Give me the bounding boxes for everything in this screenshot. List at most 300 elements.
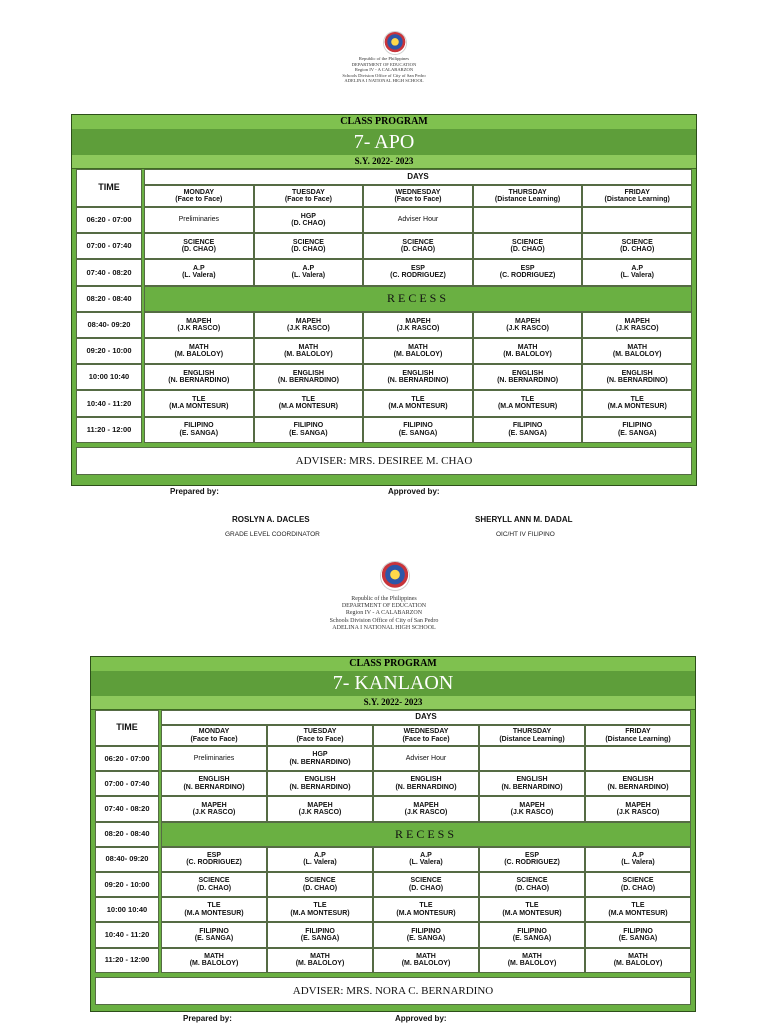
schedule-cell [254,259,364,285]
day-name: MONDAY [183,188,215,196]
teacher: (M. BALOLOY) [393,351,443,359]
schedule-cell [161,922,267,947]
days-header-label: DAYS [415,712,437,722]
subject: FILIPINO [403,422,433,430]
time-slot-label: 11:20 - 12:00 [86,424,132,434]
day-name: FRIDAY [624,188,650,196]
teacher: (M. BALOLOY) [503,351,552,359]
teacher: (E. SANGA) [194,934,234,942]
teacher: (C. RODRIGUEZ) [504,859,560,867]
subject: ENGLISH [198,776,230,784]
teacher: (N. BERNARDINO) [289,758,351,766]
subject: A.P [302,265,315,273]
teacher: (M.A MONTESUR) [184,909,244,917]
time-slot-label: 08:20 - 08:40 [86,293,132,303]
day-header-thursday [473,185,583,207]
subject: SCIENCE [622,877,654,885]
teacher: (E. SANGA) [512,934,552,942]
teacher: (N. BERNARDINO) [289,783,351,791]
section-title: 7- APO [72,129,696,156]
subject: MATH [298,343,319,351]
time-slot-label: 10:00 10:40 [88,372,130,382]
time-slot [95,771,159,796]
schedule-cell [373,872,479,897]
approver-title: OIC/HT IV FILIPINO [496,531,555,538]
subject: TLE [419,902,433,910]
schedule-cell [479,746,585,771]
subject: ESP [410,265,425,273]
teacher: (M.A MONTESUR) [502,909,562,917]
approved-by-label: Approved by: [395,1014,447,1023]
time-slot [76,207,142,233]
subject: MAPEH [624,317,650,325]
adviser-line: ADVISER: MRS. DESIREE M. CHAO [76,447,692,475]
schedule-cell [267,847,373,872]
day-mode: (Face to Face) [296,735,344,743]
subject: TLE [631,902,645,910]
teacher: (M. BALOLOY) [284,351,333,359]
schedule-cell [473,312,583,338]
schedule-cell [161,872,267,897]
schedule-cell [144,390,254,416]
day-header-monday [144,185,254,207]
time-slot-label: 08:20 - 08:40 [104,829,150,839]
header-line: Republic of the Philippines [358,56,410,61]
subject: FILIPINO [199,927,229,935]
teacher: (M. BALOLOY) [174,351,224,359]
schedule-cell [479,796,585,821]
time-slot [95,948,159,973]
day-header-wednesday [363,185,473,207]
subject: ESP [524,852,539,860]
schedule-cell [585,771,691,796]
schedule-cell [254,338,364,364]
schedule-cell [267,922,373,947]
schedule-cell [144,312,254,338]
time-slot-label: 09:20 - 10:00 [104,879,150,889]
schedule-cell [373,922,479,947]
day-mode: (Distance Learning) [499,735,565,743]
subject: Preliminaries [193,754,235,762]
schedule-cell [363,417,473,443]
teacher: (M.A MONTESUR) [290,909,350,917]
time-slot [76,286,142,312]
schedule-cell [479,872,585,897]
day-mode: (Distance Learning) [605,735,671,743]
schedule-cell [144,233,254,259]
teacher: (M.A MONTESUR) [607,403,667,411]
day-name: THURSDAY [512,728,552,736]
time-slot-label: 07:00 - 07:40 [104,778,150,788]
teacher: (M. BALOLOY) [295,960,345,968]
schedule-cell [585,847,691,872]
day-mode: (Face to Face) [190,735,238,743]
day-mode: (Face to Face) [175,196,223,203]
teacher: (M.A MONTESUR) [278,403,338,411]
time-slot [76,233,142,259]
schedule-cell [161,771,267,796]
schedule-cell [267,746,373,771]
subject: MAPEH [405,317,431,325]
time-slot [95,897,159,922]
teacher: (E. SANGA) [617,429,657,437]
teacher: (D. CHAO) [408,884,444,892]
teacher: (J.K RASCO) [177,324,221,332]
teacher: (L. Valera) [409,859,443,867]
schedule-cell [582,233,692,259]
schedule-cell [479,922,585,947]
schedule-cell [161,897,267,922]
teacher: (E. SANGA) [508,429,547,437]
subject: ENGLISH [304,776,336,784]
teacher: (J.K RASCO) [506,324,549,332]
subject: FILIPINO [517,927,547,935]
time-slot [76,312,142,338]
subject: ENGLISH [183,369,215,377]
schedule-cell [267,872,373,897]
time-slot [76,390,142,416]
subject: MAPEH [201,801,227,809]
time-slot-label: 10:40 - 11:20 [86,398,132,408]
adviser-line: ADVISER: MRS. NORA C. BERNARDINO [95,977,691,1005]
preparer-title: GRADE LEVEL COORDINATOR [225,531,320,538]
subject: SCIENCE [183,238,215,246]
teacher: (J.K RASCO) [404,808,448,816]
schedule-cell [582,312,692,338]
schedule-cell [373,897,479,922]
subject: SCIENCE [304,877,336,885]
subject: TLE [520,396,535,404]
schedule-cell [161,796,267,821]
schedule-cell [267,796,373,821]
teacher: (D. CHAO) [291,246,326,254]
subject: MATH [310,952,330,960]
time-slot-label: 09:20 - 10:00 [86,346,132,356]
teacher: (J.K RASCO) [510,808,554,816]
schedule-cell [267,897,373,922]
teacher: (D. CHAO) [302,884,338,892]
time-slot-label: 11:20 - 12:00 [104,955,150,965]
day-name: MONDAY [198,728,230,736]
subject: MAPEH [307,801,333,809]
subject: TLE [525,902,539,910]
subject: SCIENCE [292,238,324,246]
time-slot-label: 08:40- 09:20 [87,319,131,329]
schedule-cell [363,233,473,259]
day-mode: (Face to Face) [402,735,450,743]
day-name: THURSDAY [508,188,547,196]
teacher: (D. CHAO) [181,246,216,254]
recess-band: RECESS [161,822,691,847]
subject: A.P [420,852,432,860]
teacher: (L. Valera) [620,272,654,280]
class-program-heading: CLASS PROGRAM [91,657,695,672]
schedule-cell [373,948,479,973]
time-slot [95,822,159,847]
subject: HGP [312,751,328,759]
time-slot [95,872,159,897]
schedule-cell [585,746,691,771]
class-program-table [71,114,697,486]
day-header-monday [161,725,267,746]
schedule-cell [267,948,373,973]
teacher: (E. SANGA) [398,429,438,437]
header-line: DEPARTMENT OF EDUCATION [341,603,427,610]
prepared-by-label: Prepared by: [170,487,219,496]
section-title: 7- KANLAON [91,671,695,697]
subject: MAPEH [514,317,541,325]
schedule-cell [267,771,373,796]
day-name: WEDNESDAY [395,188,441,196]
teacher: (N. BERNARDINO) [606,377,668,385]
time-slot [76,417,142,443]
schedule-cell [582,364,692,390]
schedule-cell [254,312,364,338]
teacher: (N. BERNARDINO) [183,783,245,791]
day-mode: (Face to Face) [284,196,332,203]
approved-by-label: Approved by: [388,487,440,496]
schedule-cell [585,897,691,922]
subject: A.P [192,265,205,273]
time-slot [95,796,159,821]
subject: A.P [314,852,326,860]
day-header-wednesday [373,725,479,746]
schedule-cell [254,417,364,443]
teacher: (D. CHAO) [514,884,550,892]
teacher: (M. BALOLOY) [613,960,663,968]
teacher: (D. CHAO) [196,884,232,892]
prepared-by-label: Prepared by: [183,1014,232,1023]
teacher: (E. SANGA) [179,429,219,437]
subject: TLE [313,902,327,910]
teacher: (E. SANGA) [300,934,340,942]
subject: FILIPINO [512,422,543,430]
subject: ENGLISH [410,776,442,784]
subject: MAPEH [519,801,545,809]
subject: Adviser Hour [397,216,439,224]
subject: A.P [631,265,644,273]
subject: MATH [416,952,436,960]
teacher: (M.A MONTESUR) [388,403,448,411]
teacher: (J.K RASCO) [192,808,236,816]
subject: Adviser Hour [405,754,447,762]
header-line: Schools Division Office of City of San Pedro [329,617,439,624]
time-slot [76,364,142,390]
schedule-cell [363,207,473,233]
schedule-cell [473,417,583,443]
schedule-cell [479,771,585,796]
teacher: (N. BERNARDINO) [277,377,339,385]
teacher: (N. BERNARDINO) [501,783,563,791]
header-line: DEPARTMENT OF EDUCATION [351,61,417,67]
days-header-label: DAYS [407,171,429,181]
time-header-label: TIME [98,182,120,193]
days-header [161,710,691,725]
teacher: (J.K RASCO) [615,324,659,332]
schedule-cell [473,364,583,390]
teacher: (L. Valera) [303,859,337,867]
teacher: (M.A MONTESUR) [497,403,558,411]
subject: ENGLISH [622,776,654,784]
deped-seal-icon [381,562,409,590]
schedule-cell [585,872,691,897]
time-slot [95,746,159,771]
header-line: Region IV - A CALABARZON [345,610,423,617]
schedule-cell [479,948,585,973]
header-line: ADELINA I NATIONAL HIGH SCHOOL [344,78,424,83]
time-slot [76,338,142,364]
subject: A.P [632,852,644,860]
subject: ESP [206,852,221,860]
days-header [144,169,692,185]
subject: FILIPINO [184,422,214,430]
subject: MAPEH [186,317,212,325]
subject: MATH [627,343,648,351]
schedule-cell [585,922,691,947]
header-line: Republic of the Philippines [351,596,417,602]
subject: FILIPINO [293,422,324,430]
time-slot-label: 07:40 - 08:20 [104,804,150,814]
schedule-cell [473,259,583,285]
school-year: S.Y. 2022- 2023 [91,696,695,710]
time-slot-label: 06:20 - 07:00 [86,215,132,225]
subject: ENGLISH [512,369,544,377]
teacher: (D. CHAO) [400,246,436,254]
schedule-cell [254,207,364,233]
subject: ENGLISH [516,776,548,784]
teacher: (J.K RASCO) [287,324,330,332]
schedule-cell [479,897,585,922]
day-header-tuesday [254,185,364,207]
subject: ENGLISH [402,369,434,377]
subject: ENGLISH [292,369,324,377]
time-header [76,169,142,207]
teacher: (L. Valera) [182,272,216,280]
schedule-cell [144,417,254,443]
teacher: (D. CHAO) [620,246,655,254]
schedule-cell [363,338,473,364]
subject: FILIPINO [411,927,441,935]
time-slot [95,847,159,872]
schedule-cell [373,847,479,872]
school-header [0,596,768,632]
schedule-cell [144,259,254,285]
subject: TLE [207,902,221,910]
time-header [95,710,159,746]
teacher: (J.K RASCO) [298,808,342,816]
schedule-cell [373,796,479,821]
time-slot-label: 07:40 - 08:20 [86,267,132,277]
schedule-cell [373,771,479,796]
subject: HGP [300,212,316,220]
schedule-cell [144,207,254,233]
subject: FILIPINO [305,927,335,935]
subject: FILIPINO [622,422,652,430]
schedule-cell [254,233,364,259]
teacher: (N. BERNARDINO) [387,377,449,385]
teacher: (M. BALOLOY) [612,351,662,359]
approver-name: SHERYLL ANN M. DADAL [475,515,573,524]
day-header-friday [585,725,691,746]
teacher: (D. CHAO) [291,220,326,228]
day-name: TUESDAY [291,188,325,196]
day-mode: (Distance Learning) [494,196,561,203]
day-name: TUESDAY [303,728,337,736]
deped-seal-icon [384,32,406,54]
teacher: (M. BALOLOY) [189,960,239,968]
teacher: (C. RODRIGUEZ) [499,272,556,280]
schedule-cell [585,948,691,973]
schedule-cell [363,312,473,338]
schedule-cell [254,364,364,390]
schedule-cell [479,847,585,872]
header-line: ADELINA I NATIONAL HIGH SCHOOL [332,624,436,631]
subject: MATH [204,952,224,960]
teacher: (N. BERNARDINO) [497,377,559,385]
teacher: (E. SANGA) [406,934,446,942]
preparer-name: ROSLYN A. DACLES [232,515,310,524]
subject: MAPEH [625,801,651,809]
schedule-cell [363,364,473,390]
day-header-thursday [479,725,585,746]
subject: MATH [517,343,538,351]
subject: TLE [411,396,425,404]
subject: SCIENCE [621,238,653,246]
schedule-cell [582,207,692,233]
header-line: Region IV - A CALABARZON [354,67,414,72]
schedule-cell [582,338,692,364]
teacher: (C. RODRIGUEZ) [186,859,242,867]
day-name: WEDNESDAY [403,728,449,736]
teacher: (E. SANGA) [289,429,328,437]
time-slot-label: 07:00 - 07:40 [86,241,132,251]
subject: SCIENCE [410,877,442,885]
subject: TLE [630,396,644,404]
subject: FILIPINO [623,927,653,935]
schedule-cell [144,364,254,390]
subject: ENGLISH [621,369,653,377]
teacher: (C. RODRIGUEZ) [390,272,446,280]
time-slot-label: 08:40- 09:20 [105,854,149,864]
header-line: Schools Division Office of City of San Pedro [342,72,426,78]
subject: MATH [188,343,209,351]
time-header-label: TIME [116,722,138,733]
day-name: FRIDAY [625,728,651,736]
time-slot [95,922,159,947]
schedule-cell [585,796,691,821]
schedule-cell [161,746,267,771]
day-header-tuesday [267,725,373,746]
day-mode: (Distance Learning) [604,196,670,203]
day-header-friday [582,185,692,207]
schedule-cell [473,390,583,416]
schedule-cell [473,233,583,259]
subject: SCIENCE [516,877,548,885]
schedule-cell [582,390,692,416]
teacher: (E. SANGA) [618,934,658,942]
teacher: (N. BERNARDINO) [168,377,230,385]
subject: MAPEH [295,317,322,325]
teacher: (J.K RASCO) [396,324,440,332]
schedule-cell [161,948,267,973]
time-slot-label: 06:20 - 07:00 [104,753,150,763]
teacher: (D. CHAO) [620,884,656,892]
schedule-cell [473,338,583,364]
schedule-cell [582,417,692,443]
time-slot-label: 10:40 - 11:20 [104,930,150,940]
time-slot [76,259,142,285]
subject: SCIENCE [512,238,544,246]
